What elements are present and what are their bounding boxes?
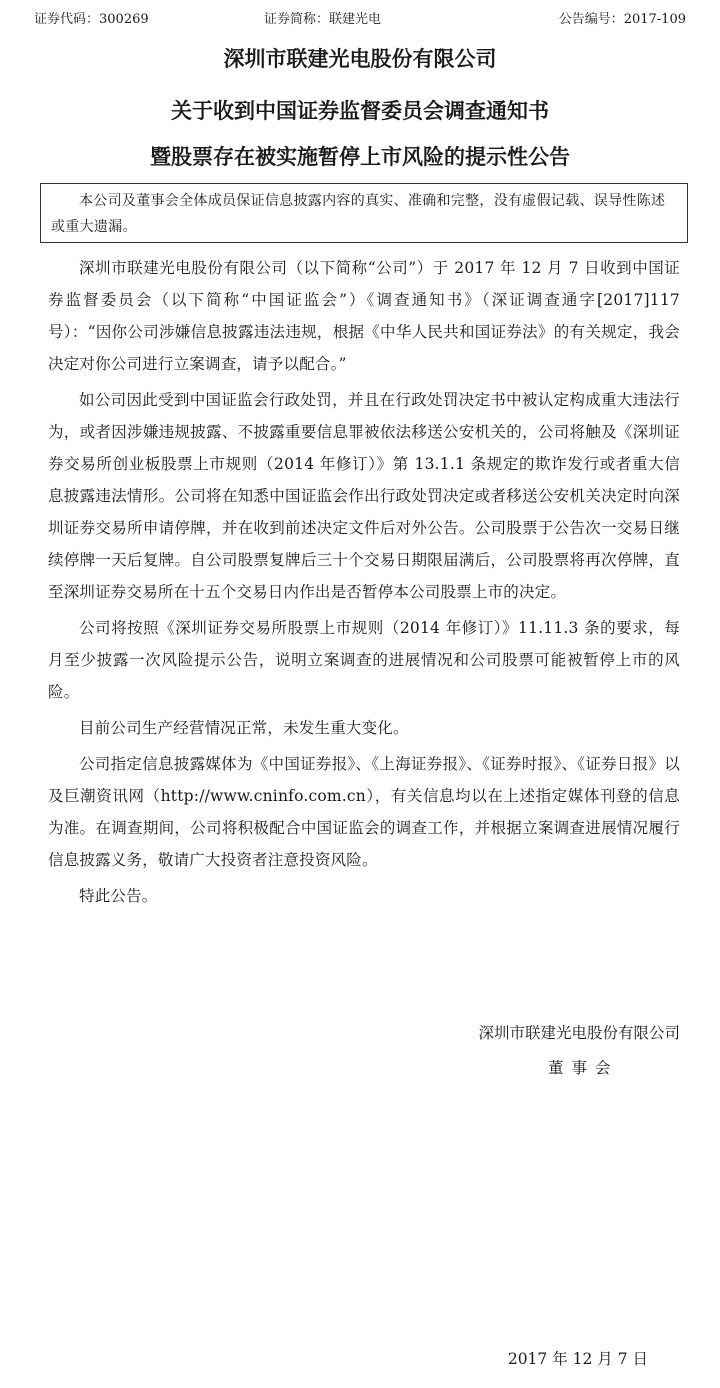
- announcement-body: [48, 252, 680, 916]
- document-header: [34, 10, 686, 30]
- stock-code: 证券代码：300269: [34, 12, 149, 27]
- paragraph-designated-media: 公司指定信息披露媒体为《中国证券报》、《上海证券报》、《证券时报》、《证券日报》以及巨潮资讯网（http://www.cninfo.com.cn），有关信息均以在上述指定媒体刊登的信息为准。在调查期间，公司将积极配合中国证监会的调查工作，并根据立案调查进展情况履行信息披露义务，敬请广大投资者注意投资风险。: [48, 755, 680, 869]
- paragraph-monthly-disclosure: 公司将按照《深圳证券交易所股票上市规则（2014 年修订）》11.11.3 条的要求，每月至少披露一次风险提示公告，说明立案调查的进展情况和公司股票可能被暂停上市的风险。: [48, 619, 680, 701]
- signature-board: 董事会: [548, 1059, 619, 1077]
- paragraph-risk-of-suspension: 如公司因此受到中国证监会行政处罚，并且在行政处罚决定书中被认定构成重大违法行为，或者因涉嫌违规披露、不披露重要信息罪被依法移送公安机关的，公司将触及《深圳证券交易所创业板股票上市规则（2014 年修订）》第 13.1.1 条规定的欺诈发行或者重大信息披露违法情形。公司将在知悉中国证监会作出行政处罚决定或者移送公安机关决定时向深圳证券交易所申请停牌，并在收到前述决定文件后对外公告。公司股票于公告次一交易日继续停牌一天后复牌。自公司股票复牌后三十个交易日期限届满后，公司股票将再次停牌，直至深圳证券交易所在十五个交易日内作出是否暂停本公司股票上市的决定。: [48, 391, 680, 601]
- stock-short-name: 证券简称：联建光电: [264, 12, 382, 27]
- disclosure-notice-box: 本公司及董事会全体成员保证信息披露内容的真实、准确和完整，没有虚假记载、误导性陈述或重大遗漏。: [40, 183, 688, 243]
- paragraph-closing: 特此公告。: [79, 887, 158, 905]
- announcement-title-line-2: 暨股票存在被实施暂停上市风险的提示性公告: [150, 145, 570, 169]
- announcement-number: 公告编号：2017-109: [558, 12, 686, 27]
- signature-date: 2017 年 12 月 7 日: [507, 1350, 648, 1368]
- signature-company: 深圳市联建光电股份有限公司: [478, 1024, 680, 1042]
- company-title: 深圳市联建光电股份有限公司: [223, 47, 497, 71]
- paragraph-operations-normal: 目前公司生产经营情况正常，未发生重大变化。: [79, 719, 409, 737]
- announcement-title-line-1: 关于收到中国证券监督委员会调查通知书: [171, 99, 549, 123]
- paragraph-investigation-notice: 深圳市联建光电股份有限公司（以下简称“公司”）于 2017 年 12 月 7 日收到中国证券监督委员会（以下简称“中国证监会”）《调查通知书》（深证调查通字[2017]117 号）：“因你公司涉嫌信息披露违法违规，根据《中华人民共和国证券法》的有关规定，我会决定对你公司进行立案调查，请予以配合。”: [48, 259, 680, 373]
